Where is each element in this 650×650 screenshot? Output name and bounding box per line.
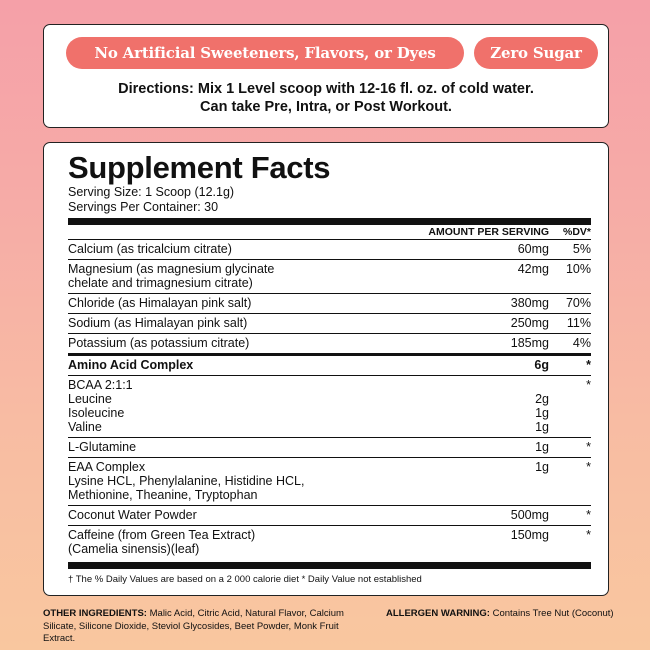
divider-thick (68, 218, 591, 225)
row-name (68, 316, 389, 330)
supplement-facts-panel (43, 142, 609, 596)
no-artificial-badge: No Artificial Sweeteners, Flavors, or Dyes (66, 37, 464, 69)
header-dv: %DV* (562, 226, 591, 238)
facts-row (68, 314, 591, 334)
row-amount-line: 2g (535, 392, 549, 406)
servings-per-container: Servings Per Container: 30 (68, 200, 219, 214)
row-dv (549, 316, 591, 330)
header-amount: AMOUNT PER SERVING (428, 226, 549, 238)
row-name-line: Valine (68, 420, 102, 434)
row-amount (389, 460, 549, 502)
directions-line-2: Can take Pre, Intra, or Post Workout. (200, 99, 452, 115)
row-amount-line: 500mg (510, 508, 549, 522)
facts-row (68, 240, 591, 260)
divider-thick-bottom (68, 562, 591, 569)
row-name (68, 296, 389, 310)
directions-text (44, 80, 608, 116)
row-name (68, 460, 389, 502)
allergen-label: ALLERGEN WARNING: (386, 608, 490, 619)
row-amount (389, 440, 549, 454)
row-name-line: Caffeine (from Green Tea Extract) (68, 528, 256, 542)
other-ingredients (43, 608, 373, 646)
row-name (68, 262, 389, 290)
row-dv (549, 528, 591, 556)
row-dv-line: * (586, 508, 591, 522)
row-name-line: Calcium (as tricalcium citrate) (68, 242, 232, 256)
row-amount: 6g (534, 358, 549, 372)
row-name (68, 378, 389, 434)
row-name-line: EAA Complex (68, 460, 146, 474)
row-amount (389, 378, 549, 434)
row-name-line: BCAA 2:1:1 (68, 378, 133, 392)
row-dv (549, 262, 591, 290)
row-amount-line: 250mg (510, 316, 549, 330)
amino-complex-row (68, 356, 591, 376)
row-dv-line: * (586, 378, 591, 392)
row-amount-line (389, 378, 549, 392)
other-ingredients-text: Malic Acid, Citric Acid, Natural Flavor, Calcium Silicate, Silicone Dioxide, Steviol Glycosides, Beet Powder, Monk Fruit Extract. (43, 608, 344, 644)
row-name-line: L-Glutamine (68, 440, 137, 454)
row-name: Amino Acid Complex (68, 358, 194, 372)
other-ingredients-label: OTHER INGREDIENTS: (43, 608, 147, 619)
row-dv-line: * (586, 528, 591, 542)
row-dv-line (549, 474, 591, 488)
facts-row (68, 458, 591, 506)
row-amount-line: 42mg (517, 262, 549, 276)
row-amount (389, 336, 549, 350)
row-name (68, 440, 389, 454)
facts-row (68, 376, 591, 438)
directions-line-1: Directions: Mix 1 Level scoop with 12-16 fl. oz. of cold water. (118, 81, 534, 97)
row-name (68, 242, 389, 256)
row-amount-line: 1g (535, 460, 549, 474)
row-dv-line (549, 542, 591, 556)
row-name (68, 528, 389, 556)
row-amount-line (389, 488, 549, 502)
row-dv (549, 460, 591, 502)
row-name-line: Potassium (as potassium citrate) (68, 336, 250, 350)
row-name-line: chelate and trimagnesium citrate) (68, 276, 253, 290)
mineral-rows (68, 240, 591, 353)
row-name-line: Chloride (as Himalayan pink salt) (68, 296, 252, 310)
row-dv-line: 10% (565, 262, 591, 276)
row-name-line: Methionine, Theanine, Tryptophan (68, 488, 258, 502)
facts-title: Supplement Facts (68, 150, 331, 185)
row-dv-line: 11% (566, 316, 591, 330)
row-dv (549, 296, 591, 310)
row-dv-line: 70% (565, 296, 591, 310)
row-dv-line (549, 392, 591, 406)
row-dv-line: 5% (572, 242, 591, 256)
row-name-line: Leucine (68, 392, 112, 406)
row-amount (389, 242, 549, 256)
facts-row (68, 294, 591, 314)
row-name-line: Sodium (as Himalayan pink salt) (68, 316, 248, 330)
facts-header-row (68, 225, 591, 240)
row-dv-line (549, 420, 591, 434)
row-dv: * (586, 358, 591, 372)
row-dv-line (549, 406, 591, 420)
row-name-line: (Camelia sinensis)(leaf) (68, 542, 200, 556)
row-name-line: Coconut Water Powder (68, 508, 197, 522)
row-amount-line: 380mg (510, 296, 549, 310)
row-dv (549, 336, 591, 350)
row-amount (389, 316, 549, 330)
row-amount (389, 262, 549, 290)
row-amount-line: 1g (535, 406, 549, 420)
allergen-warning (386, 608, 616, 621)
row-amount-line (389, 474, 549, 488)
row-amount (389, 508, 549, 522)
row-amount-line: 150mg (510, 528, 549, 542)
facts-row (68, 334, 591, 353)
facts-row (68, 260, 591, 294)
row-dv-line (549, 488, 591, 502)
zero-sugar-badge: Zero Sugar (474, 37, 598, 69)
row-amount-line (389, 542, 549, 556)
badge-row (66, 37, 598, 69)
dv-footnote: † The % Daily Values are based on a 2 000 calorie diet * Daily Value not established (68, 574, 422, 585)
row-dv-line: * (586, 460, 591, 474)
row-name (68, 336, 389, 350)
row-dv (549, 242, 591, 256)
row-amount (389, 528, 549, 556)
row-dv (549, 508, 591, 522)
amino-rows (68, 376, 591, 559)
row-dv-line: 4% (572, 336, 591, 350)
allergen-text: Contains Tree Nut (Coconut) (492, 608, 614, 619)
row-amount-line: 60mg (517, 242, 549, 256)
row-name (68, 508, 389, 522)
row-name-line: Lysine HCL, Phenylalanine, Histidine HCL, (68, 474, 305, 488)
serving-size: Serving Size: 1 Scoop (12.1g) (68, 185, 235, 199)
row-name-line: Magnesium (as magnesium glycinate (68, 262, 275, 276)
claims-panel (43, 24, 609, 128)
row-amount-line: 1g (535, 440, 549, 454)
row-dv-line: * (586, 440, 591, 454)
row-amount-line: 1g (535, 420, 549, 434)
row-dv (549, 378, 591, 434)
row-amount-line: 185mg (510, 336, 549, 350)
row-dv (549, 440, 591, 454)
facts-row (68, 526, 591, 559)
facts-row (68, 506, 591, 526)
row-amount (389, 296, 549, 310)
row-name-line: Isoleucine (68, 406, 125, 420)
facts-row (68, 438, 591, 458)
